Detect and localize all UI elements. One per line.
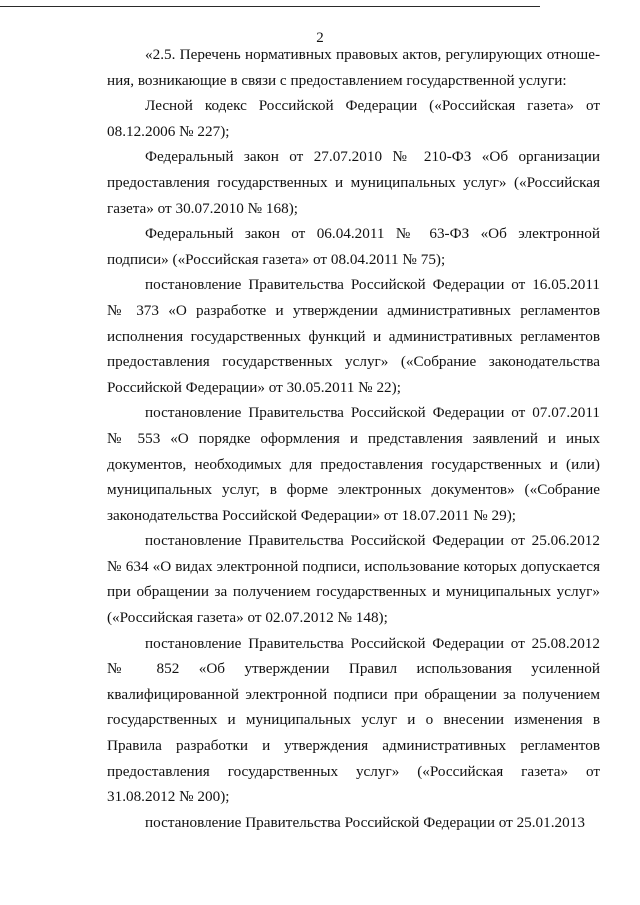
paragraph-resolution-553: постановление Правительства Российской Федерации от 07.07.2011 № 553 «О порядке оформления и представления заявлений и иных документов, необходимых для предоставления государственных и (или) муниципальных услуг, в форме электронных документов» («Собрание законодательства Российской Федерации» от 18.07.2011 № 29); [107, 404, 600, 524]
paragraph-resolution-634: постановление Правительства Российской Федерации от 25.06.2012 № 634 «О видах электронной подписи, использование которых допускается при обращении за получением государственных и муниципальных услуг» («Российская газета» от 02.07.2012 № 148); [107, 532, 600, 627]
paragraph-section-heading: «2.5. Перечень нормативных правовых актов, регулирующих отношения, возникающие в связи с предоставлением государственной услуги: [107, 46, 600, 89]
document-body [107, 42, 600, 835]
paragraph-resolution-852: постановление Правительства Российской Федерации от 25.08.2012 № 852 «Об утверждении Правил использования усиленной квалифицированной электронной подписи при обращении за получением государственных и муниципальных услуг и о внесении изменения в Правила разработки и утверждения административных регламентов предоставления государственных услуг» («Российская газета» от 31.08.2012 № 200); [107, 634, 600, 806]
paragraph-resolution-2013: постановление Правительства Российской Федерации от 25.01.2013 [145, 813, 585, 831]
top-edge-rule [0, 6, 540, 7]
paragraph-forest-code: Лесной кодекс Российской Федерации («Российская газета» от 08.12.2006 № 227); [107, 97, 600, 140]
page-number: 2 [316, 30, 324, 46]
paragraph-federal-law-63: Федеральный закон от 06.04.2011 № 63-ФЗ «Об электронной подписи» («Российская газета» от 08.04.2011 № 75); [107, 225, 600, 268]
paragraph-federal-law-210: Федеральный закон от 27.07.2010 № 210-ФЗ «Об организации предоставления государственных и муниципальных услуг» («Российская газета» от 30.07.2010 № 168); [107, 148, 600, 217]
paragraph-resolution-373: постановление Правительства Российской Федерации от 16.05.2011 № 373 «О разработке и утверждении административных регламентов исполнения государственных функций и административных регламентов предоставления государственных услуг» («Собрание законодательства Российской Федерации» от 30.05.2011 № 22); [107, 276, 600, 396]
